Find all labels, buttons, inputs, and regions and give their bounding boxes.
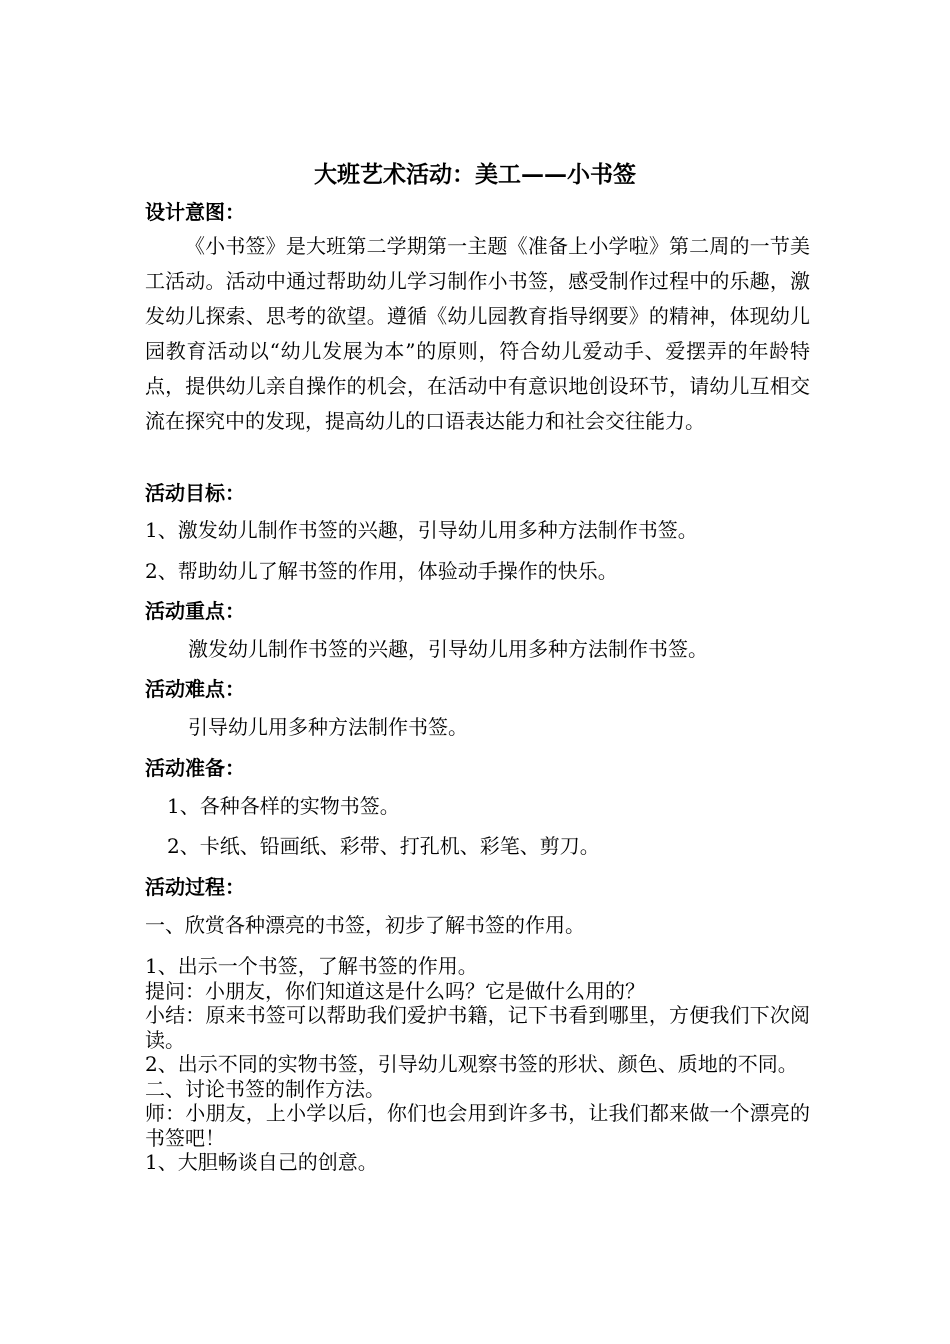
key-point-text: 激发幼儿制作书签的兴趣，引导幼儿用多种方法制作书签。 (188, 637, 708, 661)
process-line: 提问：小朋友，你们知道这是什么吗？它是做什么用的？ (145, 978, 645, 1003)
preparation-item: 1、各种各样的实物书签。 (167, 794, 400, 818)
process-text-block (145, 954, 810, 1175)
process-step-heading: 一、欣赏各种漂亮的书签，初步了解书签的作用。 (145, 913, 585, 937)
process-line: 2、出示不同的实物书签，引导幼儿观察书签的形状、颜色、质地的不同。 (145, 1052, 798, 1076)
process-line: 1、出示一个书签，了解书签的作用。 (145, 954, 478, 978)
preparation-heading: 活动准备： (145, 756, 245, 780)
difficulty-heading: 活动难点： (145, 677, 245, 701)
process-heading: 活动过程： (145, 875, 245, 899)
preparation-item: 2、卡纸、铅画纸、彩带、打孔机、彩笔、剪刀。 (167, 834, 600, 858)
goal-item: 1、激发幼儿制作书签的兴趣，引导幼儿用多种方法制作书签。 (145, 518, 698, 542)
difficulty-text: 引导幼儿用多种方法制作书签。 (188, 715, 468, 739)
process-line: 师：小朋友，上小学以后，你们也会用到许多书，让我们都来做一个漂亮的书签吧！ (145, 1101, 810, 1150)
design-intent-paragraph: 《小书签》是大班第二学期第一主题《准备上小学啦》第二周的一节美工活动。活动中通过帮助幼儿学习制作小书签，感受制作过程中的乐趣，激发幼儿探索、思考的欲望。遵循《幼儿园教育指导纲要》的精神，体现幼儿园教育活动以“幼儿发展为本”的原则，符合幼儿爱动手、爱摆弄的年龄特点，提供幼儿亲自操作的机会，在活动中有意识地创设环节，请幼儿互相交流在探究中的发现，提高幼儿的口语表达能力和社会交往能力。 (145, 234, 810, 433)
process-line: 1、大胆畅谈自己的创意。 (145, 1150, 378, 1174)
document-title: 大班艺术活动：美工——小书签 (314, 161, 636, 188)
design-intent-heading: 设计意图： (145, 200, 245, 224)
process-line: 小结：原来书签可以帮助我们爱护书籍，记下书看到哪里，方便我们下次阅读。 (145, 1003, 810, 1052)
goal-item: 2、帮助幼儿了解书签的作用，体验动手操作的快乐。 (145, 559, 618, 583)
goals-heading: 活动目标： (145, 481, 245, 505)
process-line: 二、讨论书签的制作方法。 (145, 1076, 385, 1101)
key-point-heading: 活动重点： (145, 599, 245, 623)
